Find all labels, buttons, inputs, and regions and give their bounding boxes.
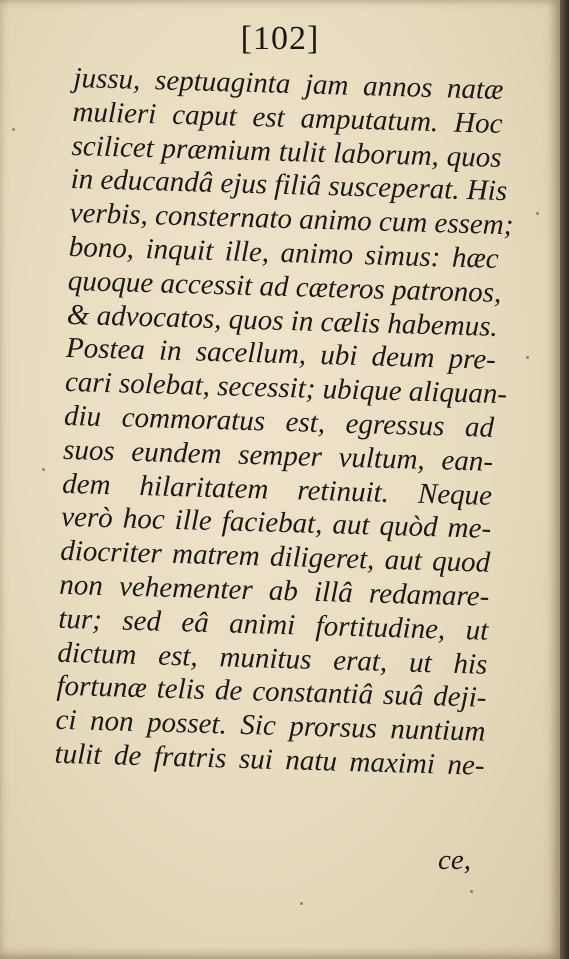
text-line: scilicet præmium tulit laborum, quos	[71, 129, 502, 174]
text-line: cari solebat, secessit; ubique aliquan-	[64, 366, 508, 411]
text-line: & advocatos, quos in cælis habemus.	[66, 298, 499, 343]
paper-speck	[300, 902, 303, 905]
text-line: ci non posset. Sic prorsus nuntium	[55, 703, 486, 748]
text-line: non vehementer ab illâ redamare-	[58, 568, 490, 613]
text-line: Postea in sacellum, ubi deum pre-	[65, 332, 497, 377]
text-line: bono, inquit ille, animo simus: hæc	[68, 230, 500, 275]
text-line: verò hoc ille faciebat, aut quòd me-	[60, 501, 492, 546]
page-number: [102]	[240, 20, 320, 57]
text-line: dem hilaritatem retinuit. Neque	[61, 467, 493, 512]
text-line: diu commoratus est, egressus ad	[63, 399, 495, 444]
paper-speck	[12, 128, 15, 131]
body-text	[54, 62, 514, 783]
text-line: verbis, consternato animo cum essem;	[69, 197, 514, 242]
text-line: dictum est, munitus erat, ut his	[57, 636, 488, 681]
catchword: ce,	[438, 844, 471, 876]
text-line: mulieri caput est amputatum. Hoc	[72, 95, 503, 140]
text-line: diocriter matrem diligeret, aut quod	[59, 534, 491, 579]
paper-speck	[42, 468, 45, 471]
text-line: tulit de fratris sui natu maximi ne-	[54, 737, 485, 782]
text-line: in educandâ ejus filiâ susceperat. His	[70, 163, 508, 208]
text-line: suos eundem semper vultum, ean-	[62, 433, 494, 478]
text-line: tur; sed eâ animi fortitudine, ut	[58, 602, 489, 647]
book-spine-shadow	[560, 0, 569, 959]
paper-speck	[526, 356, 529, 359]
text-line: quoque accessit ad cæteros patronos,	[67, 264, 502, 309]
paper-speck	[470, 890, 473, 893]
paper-speck	[536, 212, 539, 215]
text-line: jussu, septuaginta jam annos natæ	[73, 62, 504, 106]
text-line: fortunæ telis de constantiâ suâ deji-	[56, 670, 487, 715]
